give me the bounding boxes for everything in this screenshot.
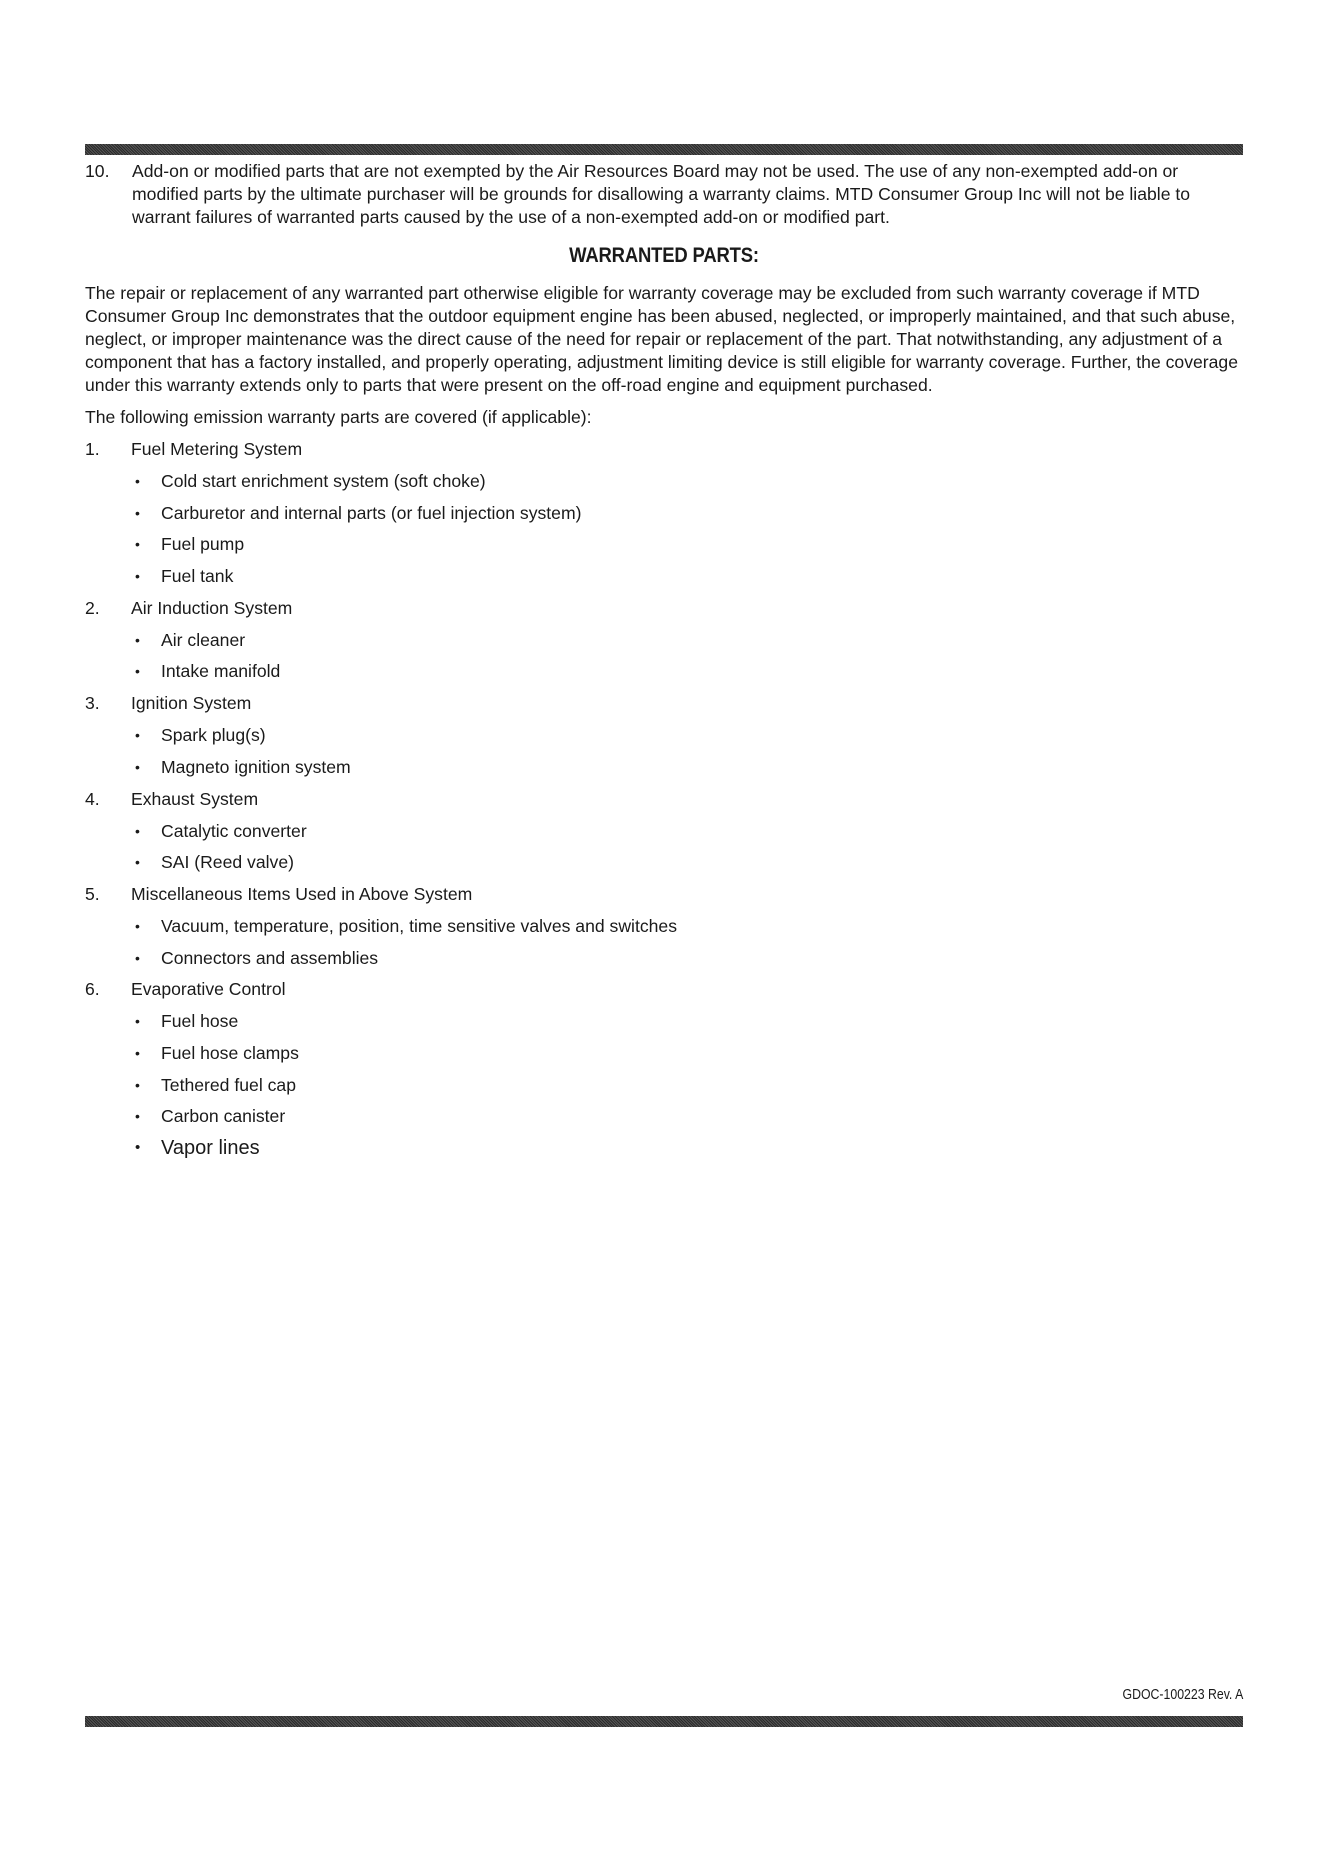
part-name: Cold start enrichment system (soft choke) [161,471,486,491]
part-item [85,1073,1085,1105]
system-number: 6. [85,979,100,1000]
bullet-icon: • [135,727,140,744]
bullet-icon: • [135,949,140,966]
warranty-parts-list [85,437,1085,1168]
exclusion-paragraph: The repair or replacement of any warranted part otherwise eligible for warranty coverage may be excluded from such warranty coverage if MTD Consumer Group Inc demonstrates that the outdoor equipment engine has been abused, neglected, or improperly maintained, and that such abuse, neglect, or improper maintenance was the direct cause of the need for repair or replacement of the part. That notwithstanding, any adjustment of a component that has a factory installed, and properly operating, adjustment limiting device is still eligible for warranty coverage. Further, the coverage under this warranty extends only to parts that were present on the off-road engine and equipment purchased. [85,283,1238,395]
part-item [85,1009,1085,1041]
system-number: 3. [85,693,100,714]
bullet-icon: • [135,822,140,839]
part-item [85,1041,1085,1073]
part-name: Air cleaner [161,629,246,650]
part-name: Vacuum, temperature, position, time sensitive valves and switches [161,915,677,936]
part-item [85,469,1085,501]
part-name: Tethered fuel cap [161,1074,296,1095]
system-number: 2. [85,597,100,618]
part-item [85,532,1085,564]
part-item [85,1104,1085,1136]
bullet-icon: • [135,1139,141,1156]
bullet-icon: • [135,1108,140,1125]
part-item [85,946,1085,978]
system-name: Evaporative Control [131,979,286,1000]
bullet-icon: • [135,1013,140,1030]
item-10 [85,160,1243,229]
bullet-icon: • [135,758,140,775]
part-name: Catalytic converter [161,820,307,841]
system-number: 4. [85,788,100,809]
part-item [85,628,1085,660]
part-name: Fuel hose clamps [161,1042,299,1063]
system-name: Miscellaneous Items Used in Above System [131,883,473,904]
bullet-icon: • [135,663,140,680]
part-item [85,914,1085,946]
part-name: Fuel hose [161,1011,239,1032]
system-item [85,977,1085,1009]
part-name: Connectors and assemblies [161,947,379,968]
system-item [85,437,1085,469]
part-name: Fuel pump [161,534,245,555]
part-item [85,501,1085,533]
bullet-icon: • [135,1076,140,1093]
part-name: Carburetor and internal parts (or fuel injection system) [161,502,582,523]
part-item [85,819,1085,851]
system-item [85,596,1085,628]
part-item [85,850,1085,882]
system-item [85,691,1085,723]
document-code: GDOC-100223 Rev. A [1122,1686,1243,1703]
bullet-icon: • [135,473,140,489]
system-name: Ignition System [131,693,252,714]
part-name: Carbon canister [161,1106,286,1127]
top-divider-bar [85,144,1243,155]
part-item [85,564,1085,596]
part-name: Fuel tank [161,566,234,587]
part-item [85,723,1085,755]
bullet-icon: • [135,536,140,553]
system-name: Exhaust System [131,788,259,809]
part-name: Spark plug(s) [161,725,266,746]
bullet-icon: • [135,854,140,871]
system-item [85,882,1085,914]
part-item [85,755,1085,787]
item-10-text: Add-on or modified parts that are not exempted by the Air Resources Board may not be used. The use of any non-exempted add-on or modified parts by the ultimate purchaser will be grounds for disallowing a warranty claims. MTD Consumer Group Inc will not be liable to warrant failures of warranted parts caused by the use of a non-exempted add-on or modified part. [132,161,1191,227]
item-10-number: 10. [85,161,110,181]
covered-parts-intro: The following emission warranty parts are covered (if applicable): [85,407,592,427]
system-name: Fuel Metering System [131,439,303,459]
system-item [85,787,1085,819]
bullet-icon: • [135,568,140,585]
bullet-icon: • [135,1044,140,1061]
part-name: Magneto ignition system [161,756,351,777]
part-item [85,659,1085,691]
system-number: 1. [85,439,100,459]
bullet-icon: • [135,917,140,934]
part-item [85,1136,1085,1168]
system-number: 5. [85,883,100,904]
bullet-icon: • [135,631,140,648]
bullet-icon: • [135,504,140,521]
section-heading-warranted-parts: WARRANTED PARTS: [569,244,759,267]
system-name: Air Induction System [131,597,293,618]
part-name: SAI (Reed valve) [161,852,294,873]
part-name: Vapor lines [161,1137,260,1159]
part-name: Intake manifold [161,661,281,682]
bottom-divider-bar [85,1716,1243,1727]
